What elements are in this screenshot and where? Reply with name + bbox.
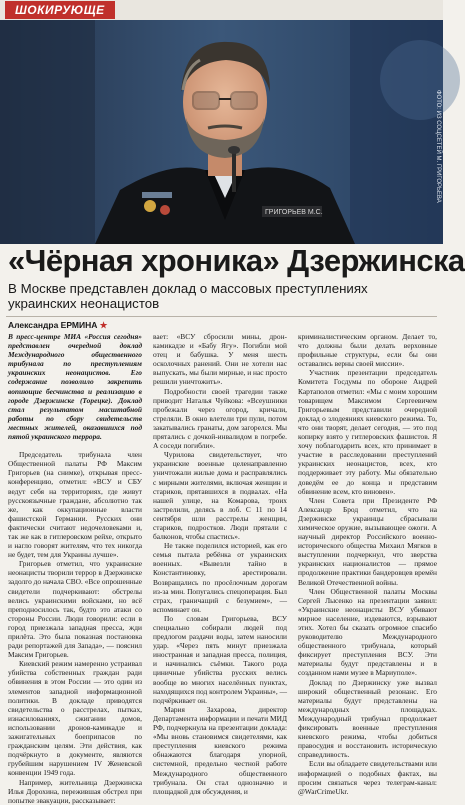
article-photo bbox=[0, 20, 443, 244]
divider bbox=[6, 316, 437, 317]
body-paragraph: вает: «ВСУ сбросили мины, дрон-камикадзе и «Бабу Ягу». Погибли мой отец и бабушка. У меня шесть осколочных ранений. Они не хотели нас выпускать, мы были мирные, и нас просто решили уничтожить». bbox=[153, 332, 287, 387]
body-paragraph: По словам Григорьева, ВСУ специально собирали людей под предлогом раздачи воды, затем наносили удар. «Через пять минут приезжала иностранная и западная пресса, полиция, и начинались съёмки. Такого рода циничные убийства русских велись вообще во многих населённых пунктах, находящихся под контролем Украины», — подчёркивает он. bbox=[153, 613, 287, 705]
lead-paragraph: В Москве представлен доклад о массовых преступлениях украинских неонацистов bbox=[8, 281, 368, 311]
body-paragraph: Член Общественной палаты Москвы Сергей Лысенко на презентации заявил: «Украинские неонацисты ВСУ убивают мирное население, издеваются, взрывают этих. Хотел бы сказать огромное спасибо руководителю Международного общественного трибунала, который фиксирует преступления ВСУ. Эти материалы будут представлены и в созданном нами музее в Мариуполе». bbox=[298, 586, 437, 678]
body-paragraph: Член Совета при Президенте РФ Александр Брод отметил, что на Дзержинске украинцы сбрасывали химическое оружие, вызывающее ожоги. А научный директор Российского военно-исторического общества Михаил Мягков в выступлении подчеркнул, что зверства украинских националистов — прямое продолжение практики бандеровцев времён Великой Отечественной войны. bbox=[298, 495, 437, 587]
author-byline bbox=[8, 320, 107, 330]
article-column-1 bbox=[8, 332, 142, 805]
star-icon: ★ bbox=[99, 320, 108, 330]
rubric-bar bbox=[0, 0, 443, 20]
body-paragraph: Если вы обладаете свидетельствами или информацией о подобных фактах, вы просим связаться через телеграм-канал: @WarCrimeUkr. bbox=[298, 759, 437, 796]
body-paragraph: Доклад по Дзержинску уже вызвал широкий общественный резонанс. Его материалы будут представлены на международных площадках. Международный трибунал продолжает фиксировать военные преступления киевского режима, чтобы добиться правосудия и восстановить историческую справедливость. bbox=[298, 677, 437, 760]
headline: «Чёрная хроника» Дзержинска bbox=[8, 243, 465, 278]
body-paragraph: Киевский режим намеренно устраивал убийства собственных граждан ради обвинения в этом России — это один из элементов западной информационной политики. В докладе приводятся свидетельства о расстрелах, пытках, изнасилованиях, сжигании домов, использовании дронов-камикадзе и зажигательных боеприпасов по гражданским целям. Эти действия, как подчёркнуто в документе, являются грубейшим нарушением IV Женевской конвенции 1949 года. bbox=[8, 659, 142, 778]
body-paragraph: Мария Захарова, директор Департамента информации и печати МИД РФ, подчеркнула на презентации доклада: «Мы вновь становимся свидетелями, как преступления киевского режима обнажаются благодаря упорной, системной, предельно честной работе Международного общественного трибунала. Он стал однозначно и площадкой для обсуждения, и bbox=[153, 704, 287, 796]
body-paragraph: Подробности своей трагедии также приводит Наталья Чуйкова: «Всеушники пробежали через огород, кричали, стреляли. В окно влетели три пули, потом закатывались гранаты, дом загорелся. Мы прятались с дочкой-инвалидом в погребе. А соседи погибли». bbox=[153, 386, 287, 451]
body-paragraph: Григорьев отметил, что украинские неонацисты творили террор в Дзержинске задолго до начала СВО. «Все опрошенные свидетели подчеркивают: обстрелы велись украинскими войсками, но всё преподносилось так, будто это атаки со стороны России. Люди говорили: если в город приезжала западная пресса, жди прилёта. Это была показная постановка ради репортажей для Запада», — пояснил Максим Григорьев. bbox=[8, 559, 142, 660]
intro-paragraph: В пресс-центре МИА «Россия сегодня» представлен очередной доклад Международного общественного трибунала по преступлениям украинских неонацистов. Его содержание позволило закрепить вопиющие бесчинства и реализацию в городе Дзержинске (Торецке). Доклад стал результатом масштабной работы по сбору свидетельств местных жителей, оказавшихся под пятой украинского террора. bbox=[8, 332, 142, 442]
body-paragraph: криминалистическим органом. Делает то, что должны были делать верховные профильные структуры, если бы они оставались верны своей миссии». bbox=[298, 332, 437, 369]
body-paragraph: Председатель трибунала член Общественной палаты РФ Максим Григорьев (на снимке), открывая пресс-конференцию, отметил: «ВСУ и СБУ ведут себя на территориях, где живут русскоязычные граждане, абсолютно так же, как оккупационные власти фашистской Германии. Русских они фактически считают недочеловеками и, так же как в гитлеровском рейхе, открыто и нагло говорят жителям, что тех никогда не будет, тем для Украины лучше». bbox=[8, 450, 142, 560]
body-paragraph: Участник презентации председатель Комитета Госдумы по обороне Андрей Картаполов отметил: «Мы с моим хорошим товарищем Максимом Сергеевичем Григорьевым представили очередной доклад о злодеяниях киевского режима. То, что они творят, делает сегодня, — это под копирку взято у гитлеровских фашистов. Я хочу поблагодарить всех, кто принимает в участие в расследовании преступлений украинских неонацистов, всех, кто поддерживает эту работу. Мы обязательно доведём ее до конца и представим обвинение всем, кто виновен». bbox=[298, 368, 437, 496]
uniform-nameplate: ГРИГОРЬЕВ М.С. bbox=[265, 209, 323, 216]
photo-credit: ФОТО: ИЗ СОЦСЕТЕЙ М. ГРИГОРЬЕВА bbox=[435, 90, 441, 203]
rubric-label: ШОКИРУЮЩЕ bbox=[5, 1, 115, 19]
body-paragraph: Например, жительница Дзержинска Илья Дорохина, пережившая обстрел при попытке эвакуации, рассказывает: bbox=[8, 777, 142, 805]
article-column-3 bbox=[298, 332, 437, 798]
article-column-2 bbox=[153, 332, 287, 798]
author-name: Александра ЕРМИНА bbox=[8, 320, 98, 330]
body-paragraph: Не также поделился историей, как его семья пытала ребёнка от украинских военных. «Вывезли тайно в Константиновку, арестировали. Возвращались по просёлочным дорогам из-за мин. Попугались спецоперация. Был страх, граничащий с безумием», — вспоминает он. bbox=[153, 541, 287, 614]
body-paragraph: Чурилова свидетельствует, что украинские военные целенаправленно уничтожали жилые дома и расправлялись с мирными жителями, включая женщин и стариков, прятавшихся в подвалах. «На нашей улице, на Комарова, троих застрелили, делясь в лоб. С 11 по 14 сентября шли расстрелы женщин, стариков, подростков. Люди прятали с балконов, чтобы спастись». bbox=[153, 450, 287, 542]
